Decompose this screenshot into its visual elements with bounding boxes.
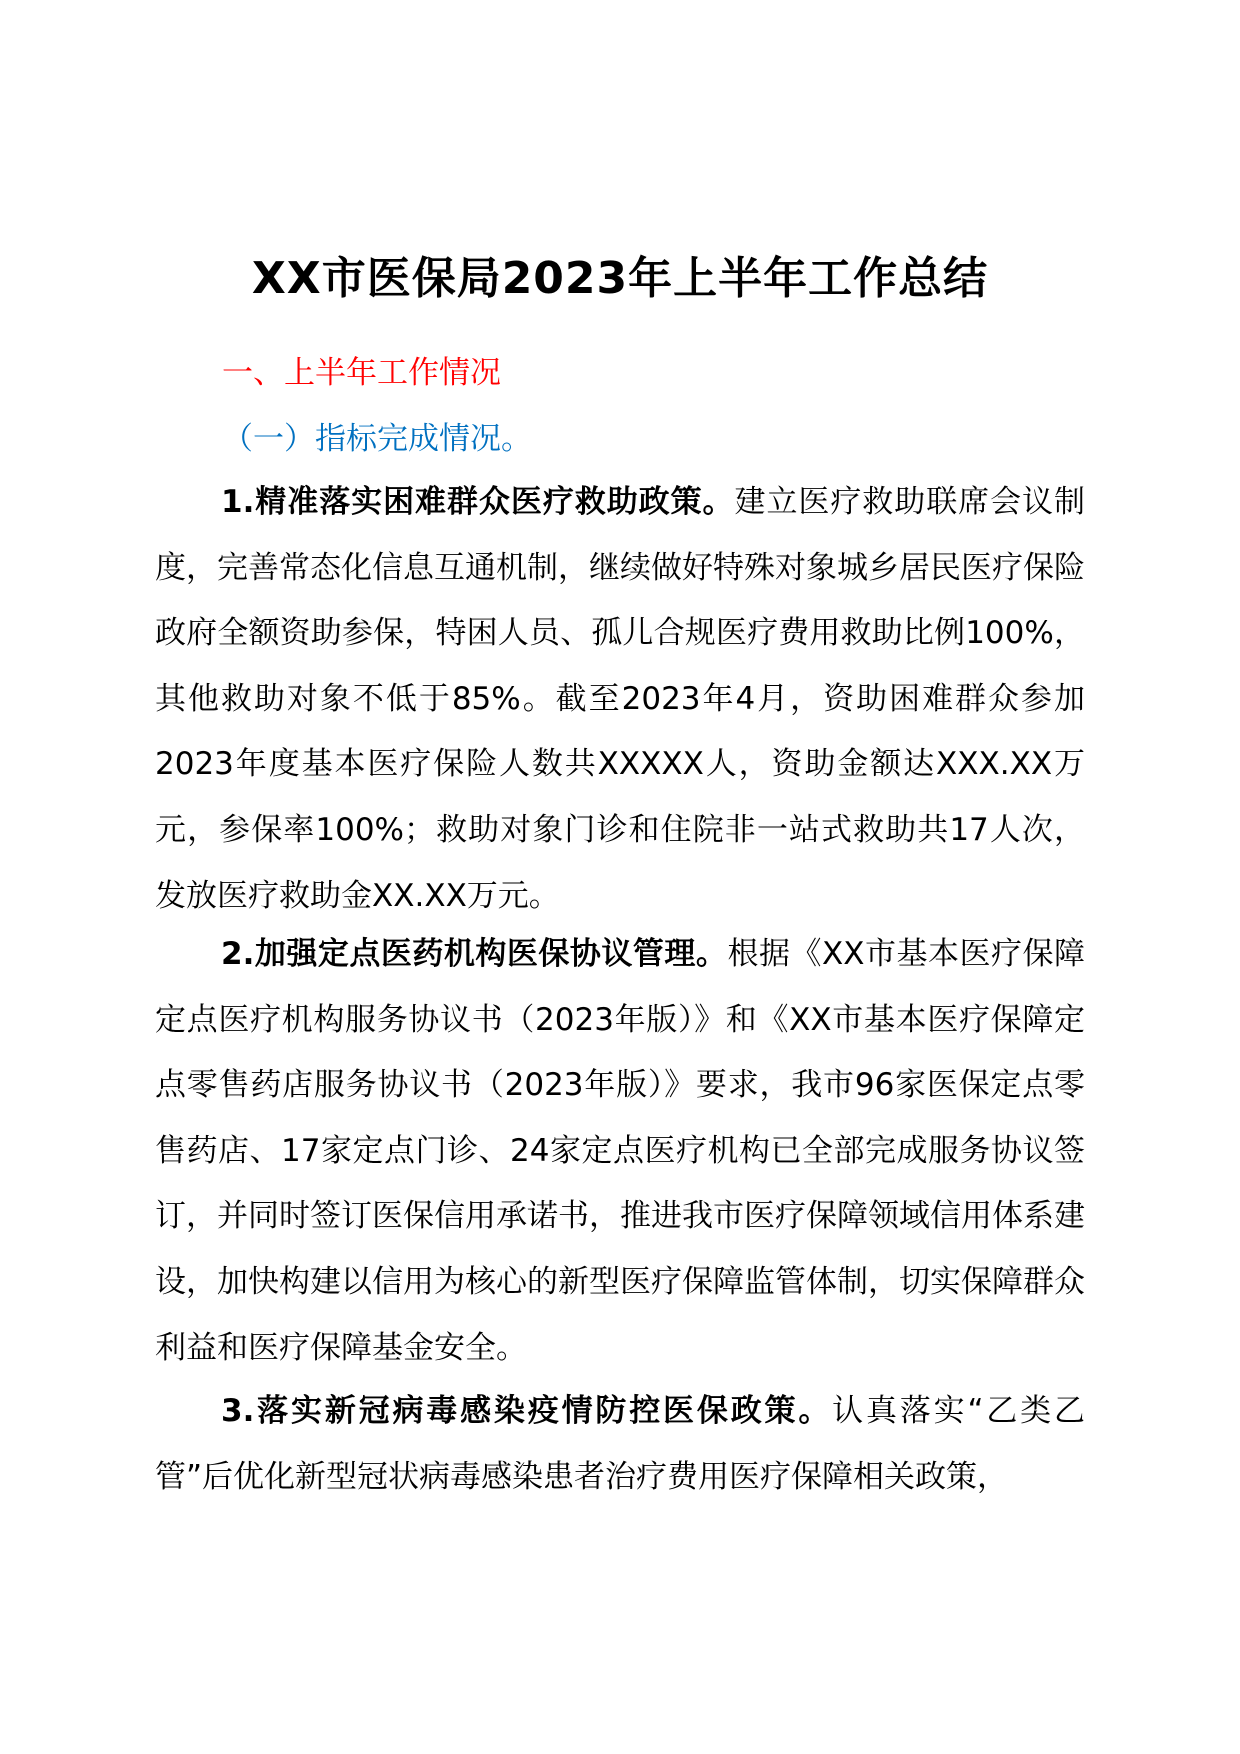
document-title: XX市医保局2023年上半年工作总结 <box>251 253 989 304</box>
paragraph-3-heading: 3.落实新冠病毒感染疫情防控医保政策。 <box>221 1393 833 1429</box>
paragraph-1-body: 建立医疗救助联席会议制度，完善常态化信息互通机制，继续做好特殊对象城乡居民医疗保险政府全额资助参保，特困人员、孤儿合规医疗费用救助比例100%，其他救助对象不低于85%。截至2023年4月，资助困难群众参加2023年度基本医疗保险人数共XXXXX人，资助金额达XXX.XX万元，参保率100%；救助对象门诊和住院非一站式救助共17人次，发放医疗救助金XX.XX万元。 <box>155 484 1085 914</box>
paragraph-2 <box>155 922 1085 1381</box>
paragraph-2-body: 根据《XX市基本医疗保障定点医疗机构服务协议书（2023年版）》和《XX市基本医疗保障定点零售药店服务协议书（2023年版）》要求，我市96家医保定点零售药店、17家定点门诊、24家定点医疗机构已全部完成服务协议签订，并同时签订医保信用承诺书，推进我市医疗保障领域信用体系建设，加快构建以信用为核心的新型医疗保障监管体制，切实保障群众利益和医疗保障基金安全。 <box>155 936 1085 1366</box>
paragraph-1 <box>155 470 1085 929</box>
section-heading: 一、上半年工作情况 <box>222 355 501 391</box>
subsection-heading: （一）指标完成情况。 <box>222 421 532 457</box>
paragraph-2-heading: 2.加强定点医药机构医保协议管理。 <box>221 936 728 972</box>
paragraph-3 <box>155 1379 1085 1510</box>
paragraph-1-heading: 1.精准落实困难群众医疗救助政策。 <box>221 484 735 520</box>
paragraph-3-body: 认真落实“乙类乙管”后优化新型冠状病毒感染患者治疗费用医疗保障相关政策， <box>155 1393 1085 1495</box>
